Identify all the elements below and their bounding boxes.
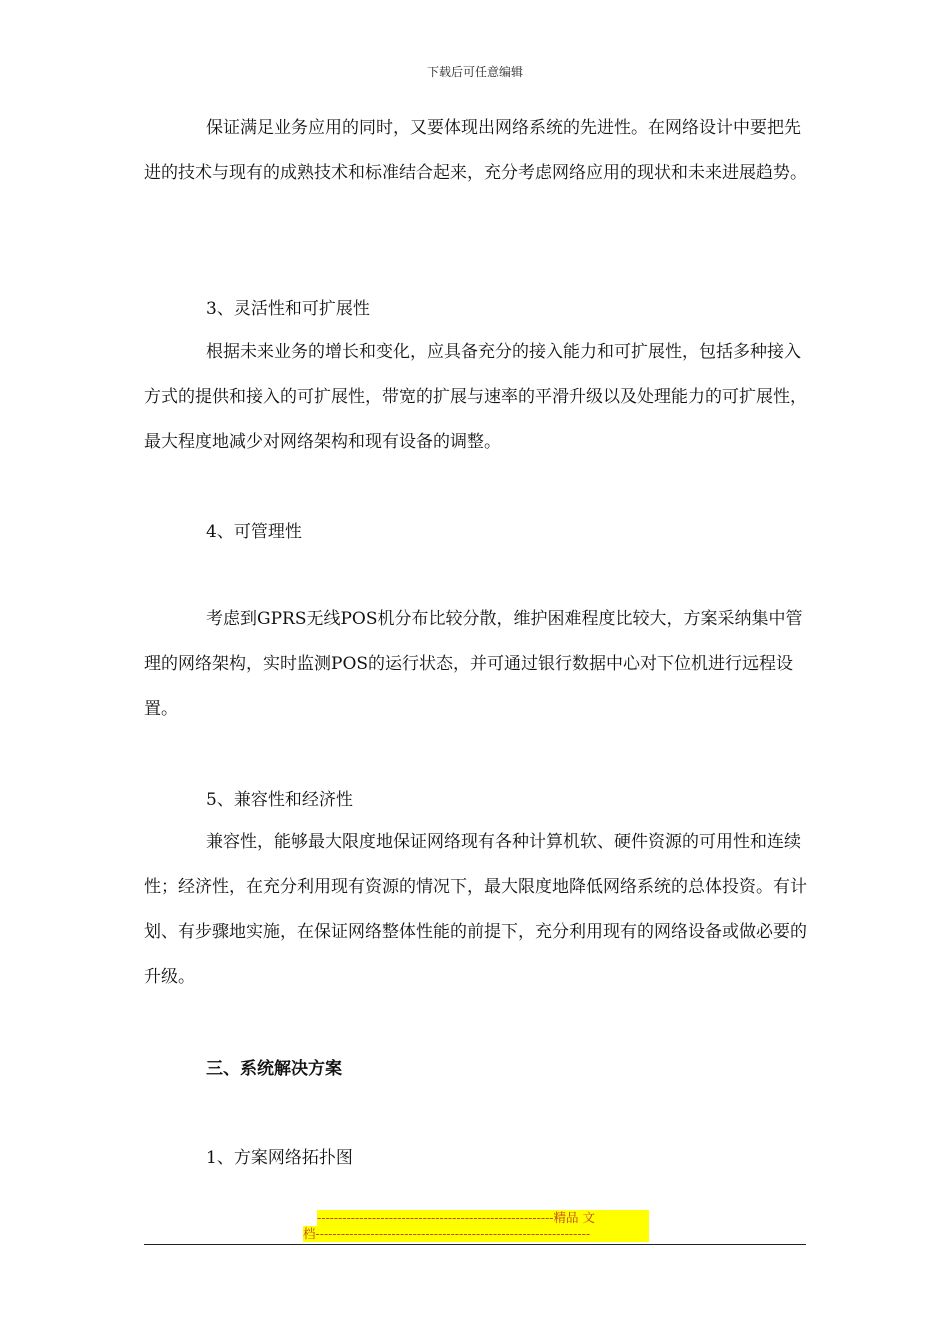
footer-divider: [144, 1244, 806, 1245]
heading-compatibility: 5、兼容性和经济性: [206, 790, 353, 810]
paragraph-manageability: 考虑到GPRS无线POS机分布比较分散，维护困难程度比较大，方案采纳集中管理的网络架构，实时监测POS的运行状态，并可通过银行数据中心对下位机进行远程设置。: [144, 609, 803, 719]
heading-flexibility: 3、灵活性和可扩展性: [206, 299, 370, 319]
footer-watermark-line1: --------------------------------------------------------精品 文: [317, 1210, 649, 1226]
paragraph-advancement: 保证满足业务应用的同时，又要体现出网络系统的先进性。在网络设计中要把先进的技术与现有的成熟技术和标准结合起来，充分考虑网络应用的现状和未来进展趋势。: [144, 118, 807, 183]
footer-watermark: [303, 1210, 649, 1242]
paragraph-flexibility: 根据未来业务的增长和变化，应具备充分的接入能力和可扩展性，包括多种接入方式的提供和接入的可扩展性，带宽的扩展与速率的平滑升级以及处理能力的可扩展性，最大程度地减少对网络架构和现有设备的调整。: [144, 342, 807, 452]
page-header-note: 下载后可任意编辑: [426, 65, 523, 79]
footer-watermark-line2: 档-----------------------------------------------------------------: [303, 1226, 649, 1242]
section-title-solution: 三、系统解决方案: [206, 1059, 342, 1079]
heading-manageability: 4、可管理性: [206, 522, 302, 542]
heading-topology: 1、方案网络拓扑图: [206, 1148, 353, 1168]
paragraph-compatibility: 兼容性，能够最大限度地保证网络现有各种计算机软、硬件资源的可用性和连续性；经济性，在充分利用现有资源的情况下，最大限度地降低网络系统的总体投资。有计划、有步骤地实施，在保证网络整体性能的前提下，充分利用现有的网络设备或做必要的升级。: [144, 832, 807, 987]
